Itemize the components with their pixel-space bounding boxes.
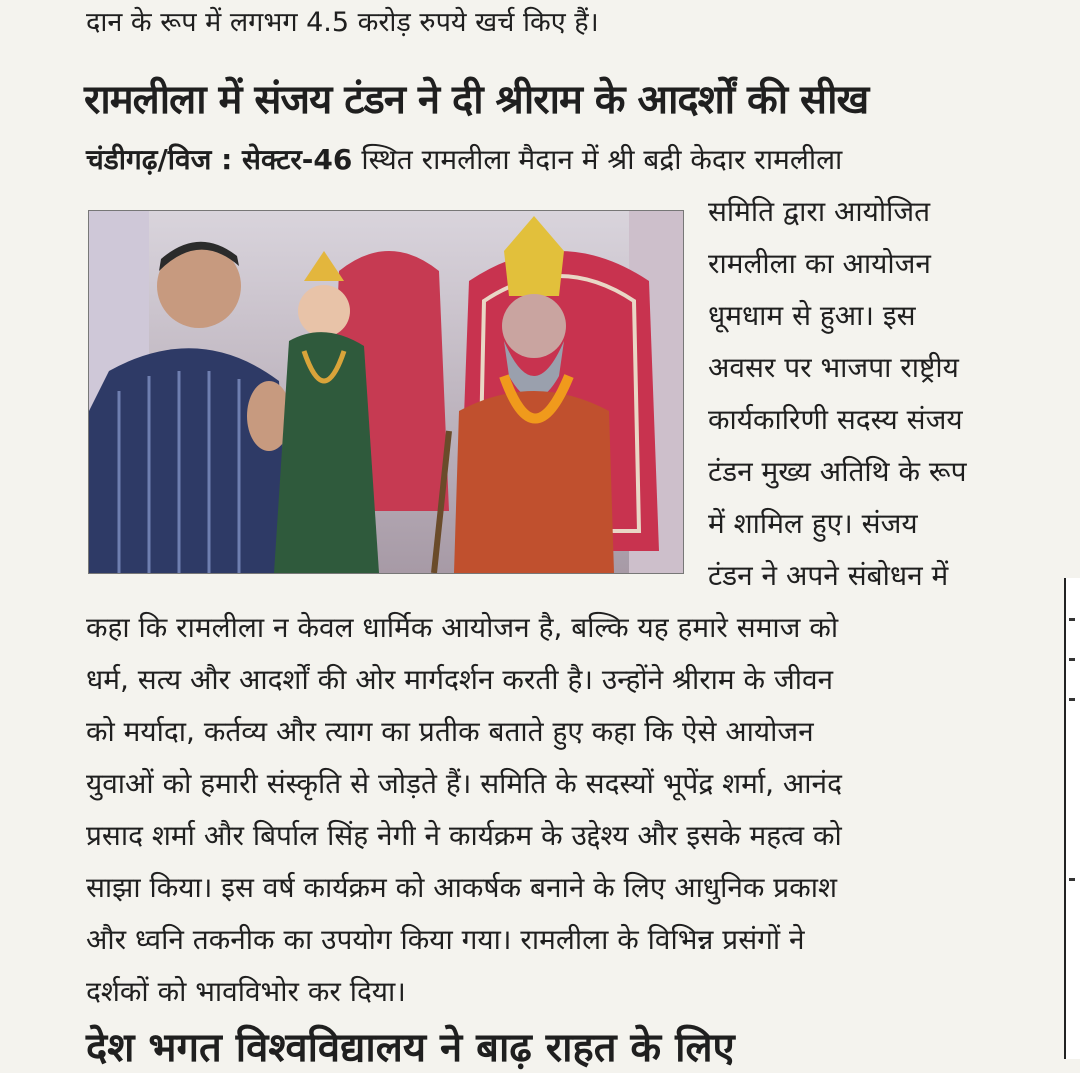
right-col-line: अवसर पर भाजपा राष्ट्रीय — [708, 351, 959, 384]
right-col-line: टंडन ने अपने संबोधन में — [708, 559, 949, 592]
right-col-line: कार्यकारिणी सदस्य संजय — [708, 403, 963, 436]
edge-mark — [1069, 878, 1075, 881]
body-line: प्रसाद शर्मा और बिर्पाल सिंह नेगी ने कार्यक्रम के उद्देश्य और इसके महत्व को — [86, 819, 842, 852]
body-line: दर्शकों को भावविभोर कर दिया। — [86, 975, 406, 1008]
next-article-headline: देश भगत विश्वविद्यालय ने बाढ़ राहत के लिए — [86, 1025, 735, 1071]
article-headline: रामलीला में संजय टंडन ने दी श्रीराम के आदर्शों की सीख — [84, 77, 869, 123]
right-col-line: टंडन मुख्य अतिथि के रूप — [708, 455, 967, 488]
edge-mark — [1069, 698, 1075, 701]
right-col-line: समिति द्वारा आयोजित — [708, 195, 931, 228]
edge-mark — [1069, 618, 1075, 621]
dateline: चंडीगढ़/विज : सेक्टर-46 — [86, 143, 353, 176]
body-line: को मर्यादा, कर्तव्य और त्याग का प्रतीक बताते हुए कहा कि ऐसे आयोजन — [86, 715, 814, 748]
body-line: धर्म, सत्य और आदर्शों की ओर मार्गदर्शन करती है। उन्होंने श्रीराम के जीवन — [86, 663, 834, 696]
body-line: कहा कि रामलीला न केवल धार्मिक आयोजन है, बल्कि यह हमारे समाज को — [86, 611, 839, 644]
right-col-line: धूमधाम से हुआ। इस — [708, 299, 916, 332]
article-intro-line — [86, 142, 842, 177]
body-line: और ध्वनि तकनीक का उपयोग किया गया। रामलीला के विभिन्न प्रसंगों ने — [86, 923, 805, 956]
adjacent-column-edge — [1064, 578, 1080, 1059]
body-line: युवाओं को हमारी संस्कृति से जोड़ते हैं। समिति के सदस्यों भूपेंद्र शर्मा, आनंद — [86, 767, 842, 800]
body-line: साझा किया। इस वर्ष कार्यक्रम को आकर्षक बनाने के लिए आधुनिक प्रकाश — [86, 871, 838, 904]
intro-text: स्थित रामलीला मैदान में श्री बद्री केदार रामलीला — [361, 143, 843, 176]
article-photo — [88, 210, 684, 574]
right-col-line: रामलीला का आयोजन — [708, 247, 931, 280]
right-col-line: में शामिल हुए। संजय — [708, 507, 918, 540]
edge-mark — [1069, 658, 1075, 661]
previous-article-tail: दान के रूप में लगभग 4.5 करोड़ रुपये खर्च किए हैं। — [86, 7, 599, 38]
photo-illustration — [89, 211, 683, 573]
